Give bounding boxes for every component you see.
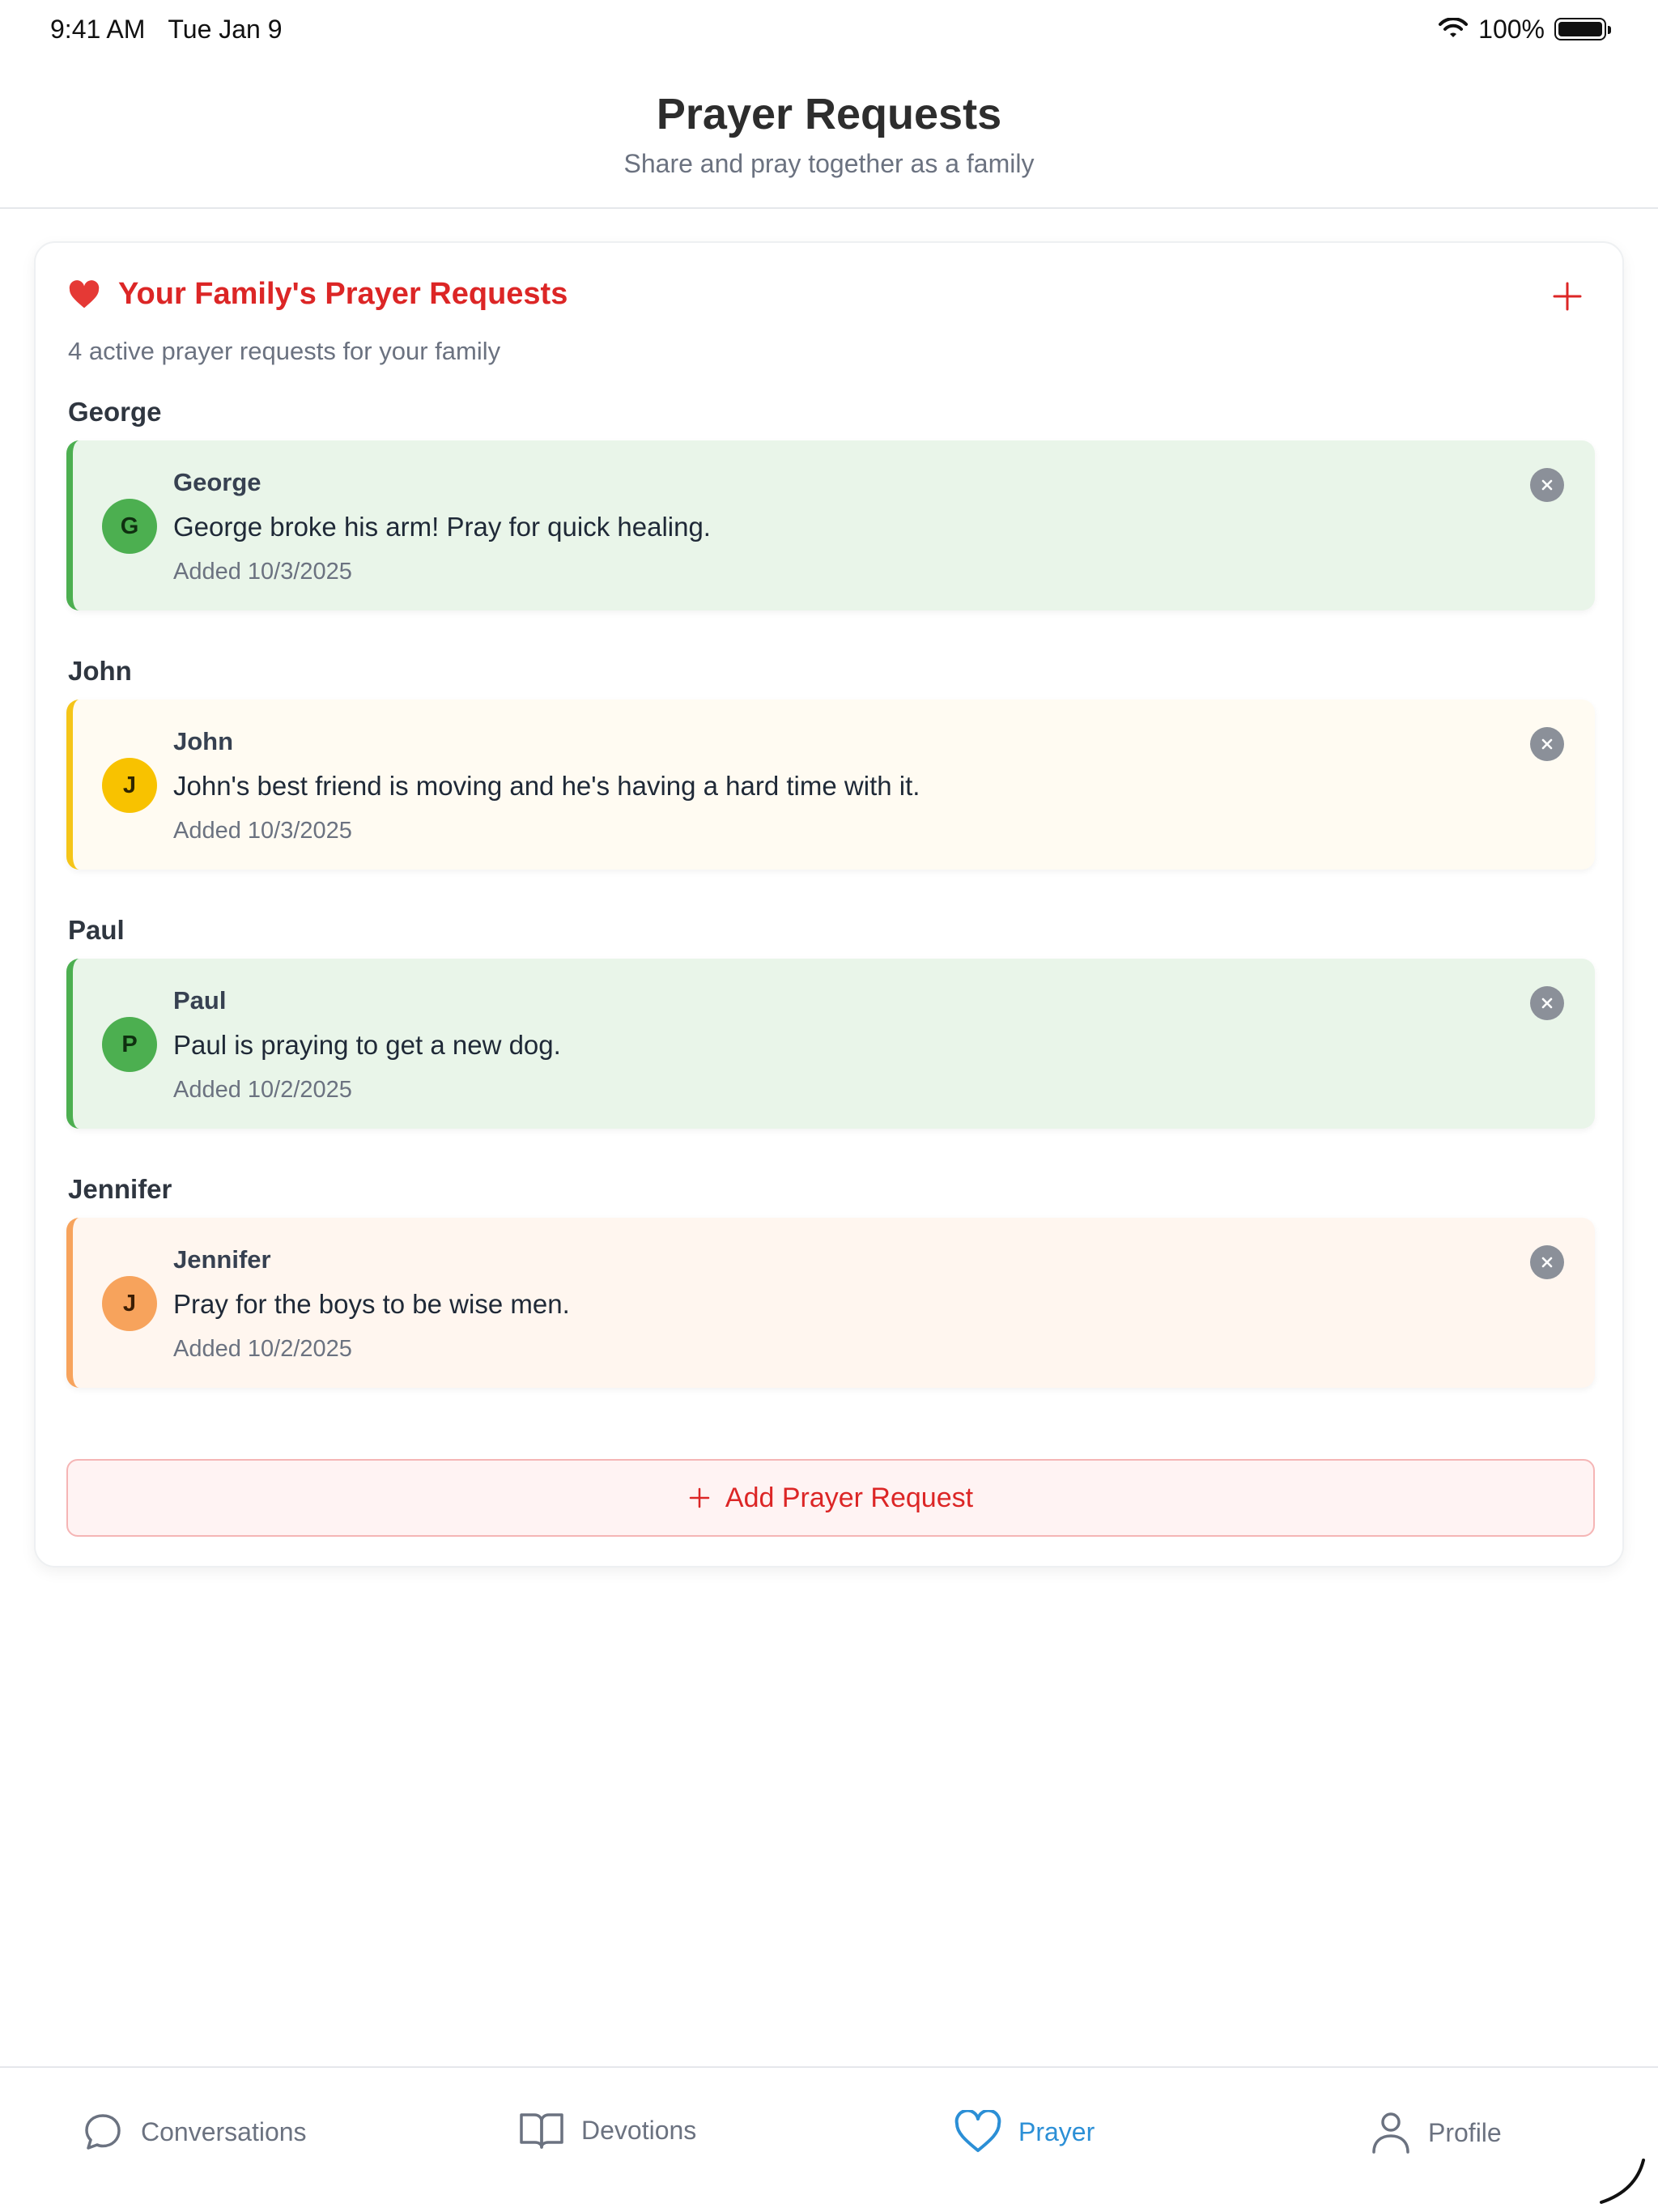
prayer-request-card[interactable] xyxy=(66,440,1595,610)
avatar: J xyxy=(102,1276,157,1331)
close-icon xyxy=(1540,737,1554,751)
tab-label: Conversations xyxy=(141,2116,307,2146)
status-left xyxy=(50,15,283,45)
tab-label: Profile xyxy=(1428,2117,1502,2147)
tab-devotions[interactable] xyxy=(518,2110,696,2150)
request-text: George broke his arm! Pray for quick healing. xyxy=(173,512,711,542)
prayer-requests-card xyxy=(34,241,1624,1568)
page-header xyxy=(0,58,1658,209)
request-author: John xyxy=(173,727,234,755)
request-author: Jennifer xyxy=(173,1245,271,1274)
add-prayer-request-button[interactable] xyxy=(66,1459,1595,1537)
request-author: Paul xyxy=(173,986,227,1015)
add-prayer-request-label: Add Prayer Request xyxy=(725,1482,974,1513)
delete-request-button[interactable] xyxy=(1530,468,1564,502)
delete-request-button[interactable] xyxy=(1530,986,1564,1020)
close-icon xyxy=(1540,478,1554,492)
card-subtitle: 4 active prayer requests for your family xyxy=(68,337,501,365)
group-label-john: John xyxy=(68,656,132,686)
heart-icon xyxy=(68,280,100,309)
tab-conversations[interactable] xyxy=(81,2110,307,2154)
status-bar xyxy=(0,0,1658,58)
prayer-request-card[interactable] xyxy=(66,700,1595,870)
open-book-icon xyxy=(518,2110,565,2150)
avatar: G xyxy=(102,499,157,554)
status-date: Tue Jan 9 xyxy=(168,14,283,44)
status-right xyxy=(1438,15,1606,45)
card-title: Your Family's Prayer Requests xyxy=(118,277,568,311)
delete-request-button[interactable] xyxy=(1530,1245,1564,1279)
request-author: George xyxy=(173,468,261,496)
page-subtitle: Share and pray together as a family xyxy=(623,149,1035,178)
battery-icon xyxy=(1554,18,1606,40)
request-date: Added 10/3/2025 xyxy=(173,818,352,844)
group-label-george: George xyxy=(68,397,162,427)
request-text: Pray for the boys to be wise men. xyxy=(173,1289,570,1319)
home-indicator xyxy=(1598,2157,1647,2206)
group-label-jennifer: Jennifer xyxy=(68,1174,172,1204)
plus-icon xyxy=(688,1487,711,1509)
request-date: Added 10/2/2025 xyxy=(173,1077,352,1103)
request-date: Added 10/3/2025 xyxy=(173,559,352,585)
request-text: John's best friend is moving and he's having a hard time with it. xyxy=(173,771,920,801)
group-label-paul: Paul xyxy=(68,915,125,945)
prayer-request-card[interactable] xyxy=(66,1218,1595,1388)
delete-request-button[interactable] xyxy=(1530,727,1564,761)
wifi-icon xyxy=(1438,18,1469,40)
tab-label: Devotions xyxy=(581,2115,697,2145)
close-icon xyxy=(1540,996,1554,1010)
heart-outline-icon xyxy=(954,2110,1002,2154)
person-icon xyxy=(1370,2110,1412,2155)
avatar: J xyxy=(102,758,157,813)
status-time: 9:41 AM xyxy=(50,14,146,44)
tab-profile[interactable] xyxy=(1370,2110,1502,2155)
request-date: Added 10/2/2025 xyxy=(173,1336,352,1362)
tab-label: Prayer xyxy=(1018,2116,1095,2146)
card-header xyxy=(68,277,568,312)
close-icon xyxy=(1540,1255,1554,1270)
battery-percent: 100% xyxy=(1478,14,1545,44)
avatar: P xyxy=(102,1017,157,1072)
tab-bar xyxy=(0,2066,1658,2212)
chat-bubble-icon xyxy=(81,2110,125,2154)
tab-prayer[interactable] xyxy=(954,2110,1095,2154)
page-title: Prayer Requests xyxy=(656,90,1002,138)
plus-icon[interactable] xyxy=(1551,280,1584,313)
prayer-request-card[interactable] xyxy=(66,959,1595,1129)
request-text: Paul is praying to get a new dog. xyxy=(173,1030,561,1060)
